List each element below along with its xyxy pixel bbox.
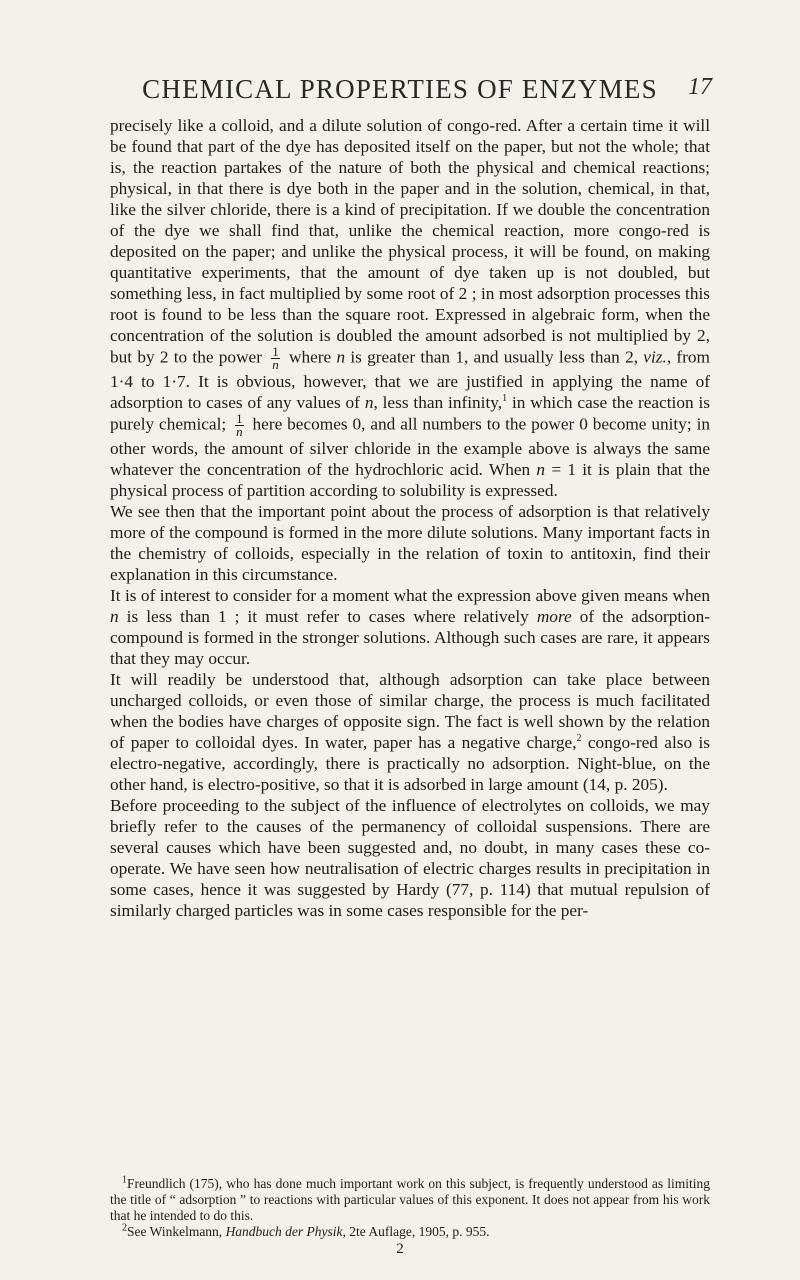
paragraph-3: It is of interest to consider for a moment what the expression above given means when n is less than 1 ; it must refer to cases where relatively more of the adsorption-compound is formed in the stronger solutions. Although such cases are rare, it appears that they may occur. [110,586,711,668]
footnote-ref-1: 1 [502,393,508,405]
running-head: CHEMICAL PROPERTIES OF ENZYMES [142,74,658,104]
paragraph-4: It will readily be understood that, although adsorption can take place between uncharged colloids, or even those of similar charge, the process is much facilitated when the bodies have charges of opposite sign. The fact is well shown by the relation of paper to colloidal dyes. In water, paper has a negative charge,$^2$ congo-red also is electro-negative, accordingly, there is practically no adsorption. Night-blue, on the other hand, is electro-positive, so that it is adsorbed in large amount (14, p. 205). [110,670,710,794]
page-number: 17 [688,74,712,100]
page-header [0,72,800,112]
paragraph-5: Before proceeding to the subject of the influence of electrolytes on colloids, we may briefly refer to the causes of the permanency of colloidal suspensions. There are several causes which have been suggested and, no doubt, in many cases these co-operate. We have seen how neutralisation of electric charges results in precipitation in some cases, hence it was suggested by Hardy (77, p. 114) that mutual repulsion of similarly charged particles was in some cases responsible for the per- [110,796,710,920]
signature-mark: 2 [396,1241,404,1257]
footnote-2: $^2$See Winkelmann, Handbuch der Physik, 2te Auflage, 1905, p. 955. [122,1222,490,1239]
footnote-1: $^1$Freundlich (175), who has done much important work on this subject, is frequently understood as limiting the title of “ adsorption ” to reactions with particular values of this exponent. It does not appear from his work that he intended to do this. [110,1174,710,1223]
fraction-one-over-n: $\frac{1}{n}$ [272,344,279,372]
footnotes [110,1176,710,1240]
fraction-one-over-n: $\frac{1}{n}$ [236,411,243,439]
paragraph-2: We see then that the important point about the process of adsorption is that relatively more of the compound is formed in the more dilute solutions. Many important facts in the chemistry of colloids, especially in the relation of toxin to antitoxin, find their explanation in this circumstance. [110,502,710,584]
footnote-ref-2: 2 [576,733,582,745]
body-text [110,115,710,921]
paragraph-1: precisely like a colloid, and a dilute solution of congo-red. After a certain time it will be found that part of the dye has deposited itself on the paper, but not the whole; that is, the reaction partakes of the nature of both the physical and chemical reactions; physical, in that there is dye both in the paper and in the solution, chemical, in that, like the silver chloride, there is a kind of precipitation. If we double the concentration of the dye we shall find that, unlike the chemical reaction, more congo-red is deposited on the paper; and unlike the physical process, it will be found, on making quantitative experiments, that the amount of dye taken up is not doubled, but something less, in fact multiplied by some root of 2 ; in most adsorption processes this root is found to be less than the square root. Expressed in algebraic form, when the concentration of the solution is doubled the amount adsorbed is not multiplied by 2, but by 2 to the power $\frac{1}{n}$ where n is greater than 1, and usually less than 2, viz., from 1·4 to 1·7. It is obvious, however, that we are justified in applying the name of adsorption to cases of any values of n, less than infinity,$^1$ in which case the reaction is purely chemical; $\frac{1}{n}$ here becomes 0, and all numbers to the power 0 become unity; in other words, the amount of silver chloride in the example above is always the same whatever the concentration of the hydrochloric acid. When n = 1 it is plain that the physical process of partition according to solubility is expressed. [110,116,711,500]
